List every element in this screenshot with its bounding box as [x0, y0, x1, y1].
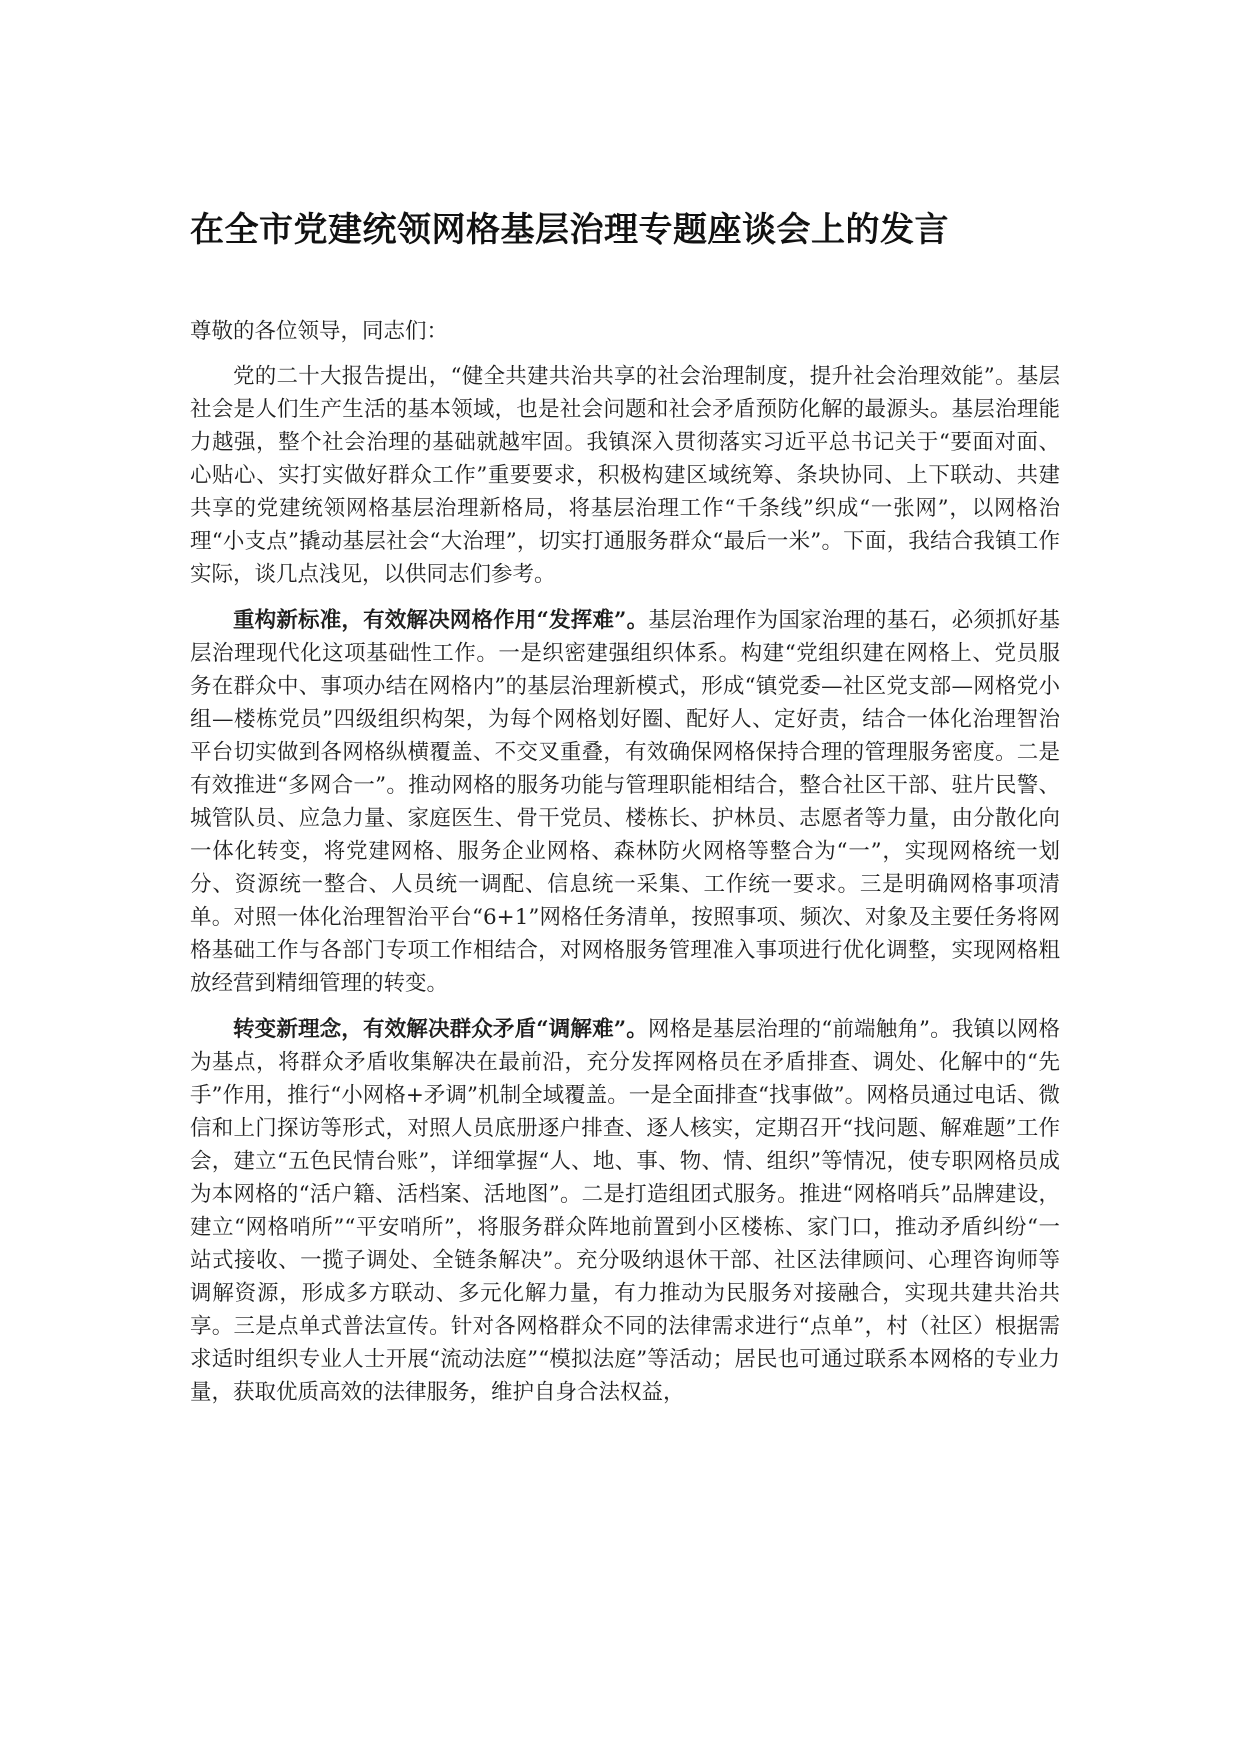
- document-page: [190, 200, 1060, 1422]
- paragraph-text: 基层治理作为国家治理的基石，必须抓好基层治理现代化这项基础性工作。一是织密建强组织体系。构建“党组织建在网格上、党员服务在群众中、事项办结在网格内”的基层治理新模式，形成“镇党委—社区党支部—网格党小组—楼栋党员”四级组织构架，为每个网格划好圈、配好人、定好责，结合一体化治理智治平台切实做到各网格纵横覆盖、不交叉重叠，有效确保网格保持合理的管理服务密度。二是有效推进“多网合一”。推动网格的服务功能与管理职能相结合，整合社区干部、驻片民警、城管队员、应急力量、家庭医生、骨干党员、楼栋长、护林员、志愿者等力量，由分散化向一体化转变，将党建网格、服务企业网格、森林防火网格等整合为“一”，实现网格统一划分、资源统一整合、人员统一调配、信息统一采集、工作统一要求。三是明确网格事项清单。对照一体化治理智治平台“6+1”网格任务清单，按照事项、频次、对象及主要任务将网格基础工作与各部门专项工作相结合，对网格服务管理准入事项进行优化调整，实现网格粗放经营到精细管理的转变。: [190, 608, 1060, 996]
- paragraph-new-concept: [190, 1013, 1060, 1409]
- paragraph-intro: [190, 360, 1060, 591]
- paragraph-text: 党的二十大报告提出，“健全共建共治共享的社会治理制度，提升社会治理效能”。基层社会是人们生产生活的基本领域，也是社会问题和社会矛盾预防化解的最源头。基层治理能力越强，整个社会治理的基础就越牢固。我镇深入贯彻落实习近平总书记关于“要面对面、心贴心、实打实做好群众工作”重要要求，积极构建区域统筹、条块协同、上下联动、共建共享的党建统领网格基层治理新格局，将基层治理工作“千条线”织成“一张网”，以网格治理“小支点”撬动基层社会“大治理”，切实打通服务群众“最后一米”。下面，我结合我镇工作实际，谈几点浅见，以供同志们参考。: [190, 364, 1060, 587]
- paragraph-text: 网格是基层治理的“前端触角”。我镇以网格为基点，将群众矛盾收集解决在最前沿，充分发挥网格员在矛盾排查、调处、化解中的“先手”作用，推行“小网格+矛调”机制全域覆盖。一是全面排查“找事做”。网格员通过电话、微信和上门探访等形式，对照人员底册逐户排查、逐人核实，定期召开“找问题、解难题”工作会，建立“五色民情台账”，详细掌握“人、地、事、物、情、组织”等情况，使专职网格员成为本网格的“活户籍、活档案、活地图”。二是打造组团式服务。推进“网格哨兵”品牌建设，建立“网格哨所”“平安哨所”，将服务群众阵地前置到小区楼栋、家门口，推动矛盾纠纷“一站式接收、一揽子调处、全链条解决”。充分吸纳退休干部、社区法律顾问、心理咨询师等调解资源，形成多方联动、多元化解力量，有力推动为民服务对接融合，实现共建共治共享。三是点单式普法宣传。针对各网格群众不同的法律需求进行“点单”，村（社区）根据需求适时组织专业人士开展“流动法庭”“模拟法庭”等活动；居民也可通过联系本网格的专业力量，获取优质高效的法律服务，维护自身合法权益，: [190, 1017, 1060, 1405]
- paragraph-new-standard: [190, 604, 1060, 1000]
- document-title: 在全市党建统领网格基层治理专题座谈会上的发言: [190, 210, 949, 250]
- paragraph-lead: 重构新标准，有效解决网格作用“发挥难”。: [233, 608, 649, 633]
- paragraph-lead: 转变新理念，有效解决群众矛盾“调解难”。: [233, 1017, 648, 1042]
- salutation: 尊敬的各位领导，同志们：: [190, 319, 449, 344]
